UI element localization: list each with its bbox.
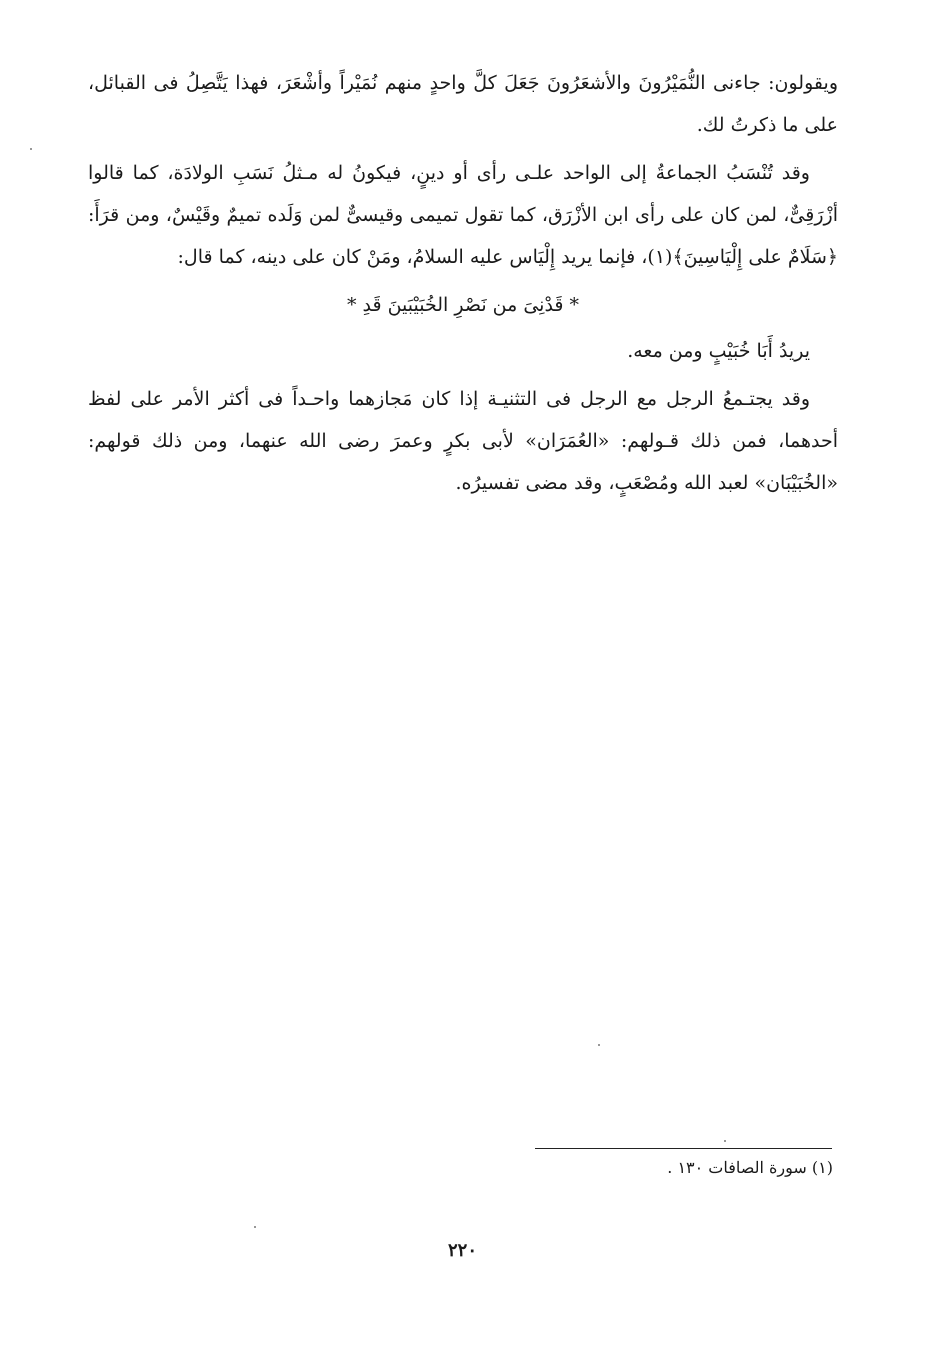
scan-speck (30, 148, 32, 150)
paragraph-3: وقد يجتـمعُ الرجل مع الرجل فى التثنيـة إذا كان مَجازهما واحـداً فى أكثر الأمر على لفظ أحدهما، فمن ذلك قـولهم: «العُمَرَان» لأبى بكرٍ وعمرَ رضى الله عنهما، ومن ذلك قولهم: «الخُبَيْبَان» لعبد الله ومُصْعَبٍ، وقد مضى تفسيرُه. (88, 388, 838, 494)
scan-speck (724, 1140, 726, 1142)
page-number: ٢٢٠ (447, 1240, 477, 1261)
body-text (88, 62, 838, 510)
footnote: (١) سورة الصافات ١٣٠ . (667, 1158, 833, 1177)
footnote-divider (535, 1148, 832, 1149)
paragraph-2: وقد تُنْسَبُ الجماعةُ إلى الواحد علـى رأى أو دينٍ، فيكونُ له مـثلُ نَسَبِ الولادَة، كما قالوا أزْرَقِىٌّ، لمن كان على رأى ابن الأزْرَق، كما تقول تميمى وقيسىٌّ لمن وَلَده تميمٌ وقَيْسٌ، ومن قرَأَ: ﴿سَلَامٌ على إِلْيَاسِينَ﴾(١)، فإنما يريد إِلْيَاس عليه السلامُ، ومَنْ كان على دينه، كما قال: (88, 162, 838, 268)
verse-line: * قَدْنِىَ من نَصْرِ الخُبَيْبَينَ قَدِ * (346, 294, 580, 316)
scan-speck (254, 1226, 256, 1228)
scan-speck (598, 1044, 600, 1046)
verse-explanation: يريدُ أَبَا خُبَيْبٍ ومن معه. (627, 340, 810, 362)
paragraph-1: ويقولون: جاءنى النُّمَيْرُونَ والأشعَرُونَ جَعَلَ كلَّ واحدٍ منهم نُمَيْراً وأشْعَرَ، فهذا يَتَّصِلُ فى القبائل، على ما ذكرتُ لك. (88, 72, 838, 136)
